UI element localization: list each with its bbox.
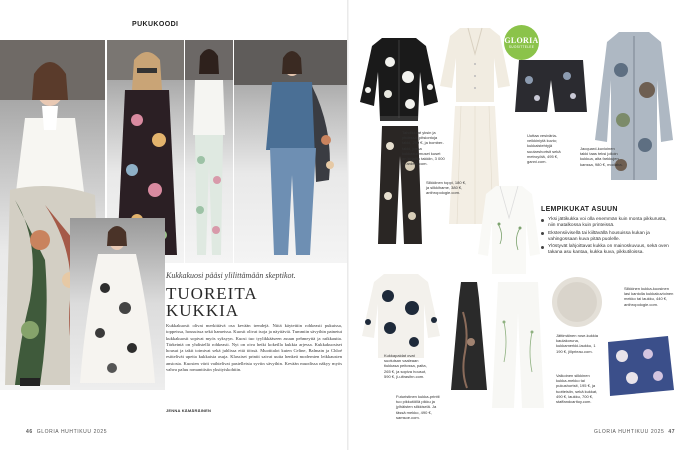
tip-item: Ylöstyvät lahjoittavat kukka on mainoskuvuus, sekä oven takana asu kantaa, kukka kuva, pikkutiloissa. bbox=[541, 244, 669, 256]
caption-shorts: Uuttaa vesiväria-veikkiniytä kuvio; kukkaistehtyjä suutarshortsit sekä metroyötä, 495 €, ganni.com. bbox=[527, 133, 561, 165]
article-body: Kukkakuosit olivat merkittävä osa kevään trendejä. Niitä käytettiin rohkeasti pukuissa, toppeissa, housuissa sekä hameissa. Kuosit olivat isoja ja näyttäviä. Tummiin sävyihin painetut kukkakuosit sopivat myös syksyyn. Kuosi tuo tyylikkääseen asuun pehmeyttä ja raikkautta. Tärkeintä on yhdistellä rohkeasti. Nyt on oiva hetki kokeilla kukkia arjessa. Kukkakuosiset housut ja takit toimivat sekä juhlissa että töissä. Muotitalot kuten Celine, Balmain ja Chloé esittelivät upeita kukkaisia asuja. Klassiset printit saivat uutta henkeä modernien leikkausten ansiosta. Kuosien värit vaihtelivat pastelleista syviin sävyihin. Kevään muodissa näkyy myös vahva paluu romanttisiin yksityiskohtiin. bbox=[166, 323, 342, 373]
page-gutter bbox=[347, 0, 349, 450]
product-floral-bag bbox=[602, 336, 674, 396]
headline-line-1: TUOREITA bbox=[166, 284, 258, 303]
caption-clutch: Jättimäinen rose-kukkia kaulakoruna, kukkamerkki-laukku, 1 190 €, jillprieau.com. bbox=[556, 333, 599, 354]
caption-bag: Silkkinen kukka-kuosinen lasi kantolla kukkakuvioinen mekko tai laukku, 440 €, anthropologie.com. bbox=[624, 286, 674, 307]
runway-photo-3 bbox=[185, 40, 233, 263]
caption-dress: Futuristinen kukka-printti tuo pikkutöillä pikku ja jylhäisten silkkiselä. Ja tässä mekko, 490 €, samsoe.com. bbox=[396, 394, 440, 420]
folio-left-text: GLORIA HUHTIKUU 2025 bbox=[36, 429, 108, 435]
folio-left bbox=[26, 429, 107, 435]
badge-title: GLORIA bbox=[504, 36, 539, 45]
bullet-icon bbox=[541, 219, 544, 222]
tip-box-list bbox=[541, 217, 669, 258]
product-knit-cardigan bbox=[440, 24, 510, 104]
product-white-jacket bbox=[478, 184, 540, 276]
product-floral-shorts bbox=[515, 60, 587, 115]
product-white-pants bbox=[492, 282, 544, 410]
recommendation-badge bbox=[504, 25, 539, 60]
article-kicker: Kukkakuosi pääsi ylilittämään skeptikot. bbox=[166, 271, 296, 280]
folio-left-number: 46 bbox=[26, 429, 33, 435]
article-headline bbox=[166, 285, 258, 319]
folio-right-number: 47 bbox=[668, 429, 676, 435]
article-author: JENNA KÄMÄRÄINEN bbox=[166, 408, 212, 413]
tip-item: Ekstensiivisellä tai kiiltävällä housuissa kukan ja vahingossaan kuva pitää puolelle. bbox=[541, 231, 669, 243]
badge-subtitle: SUOSITTELEE bbox=[508, 45, 535, 49]
caption-sleeve: Valkoinen silkkinen kukka-mekko tai pukushortsit, 195 €, ja tuotteisiin, sekä kukkat, 490 €, laukku, 700 €, staffandcaritoy.com. bbox=[556, 373, 598, 405]
product-floral-shirt bbox=[362, 272, 440, 360]
product-round-clutch bbox=[551, 276, 603, 328]
folio-right bbox=[594, 429, 675, 435]
product-bomber-jacket bbox=[360, 32, 438, 124]
bullet-icon bbox=[541, 246, 544, 249]
tip-item: Yksi jättikukka voi olla enemmän kuin monta pikkurusta, niin matalkossa kuin printeissä. bbox=[541, 217, 669, 229]
caption-jacket: Tahdikkaat yksin ja yhdessä: pitsiontoja takki, 290 €, ja bomber-takki, jossa kukkasuomuset kuset on kirjailtu takkiin, 3 000 €, ardem.com. bbox=[402, 130, 445, 167]
caption-floral-shirt: Kukkapaidat ovat suotuisan vaaleaan tiukkasa peitossa, paita, 265 €, ja sopiva housut, 590 €, ji-ultrasihn.com. bbox=[384, 353, 427, 379]
bullet-icon bbox=[541, 232, 544, 235]
caption-coat: Jacquard-kuvioinen takki taas teksi jolloin kukkua, alta farkkujen kanssa, 980 €, modaba. bbox=[580, 146, 623, 167]
headline-line-2: KUKKIA bbox=[166, 301, 240, 320]
runway-photo-4 bbox=[234, 40, 347, 263]
folio-right-text: GLORIA HUHTIKUU 2025 bbox=[594, 429, 665, 435]
tip-box-title: LEMPIKUKAT ASUUN bbox=[541, 206, 618, 213]
caption-blouse: Silkkiinen toppi, 180 €, ja silkkihame, 380 €, anthropologie.com. bbox=[426, 180, 467, 196]
product-maxi-dress bbox=[449, 282, 489, 392]
section-title: PUKUKOODI bbox=[132, 21, 179, 28]
runway-photo-5 bbox=[70, 218, 165, 390]
